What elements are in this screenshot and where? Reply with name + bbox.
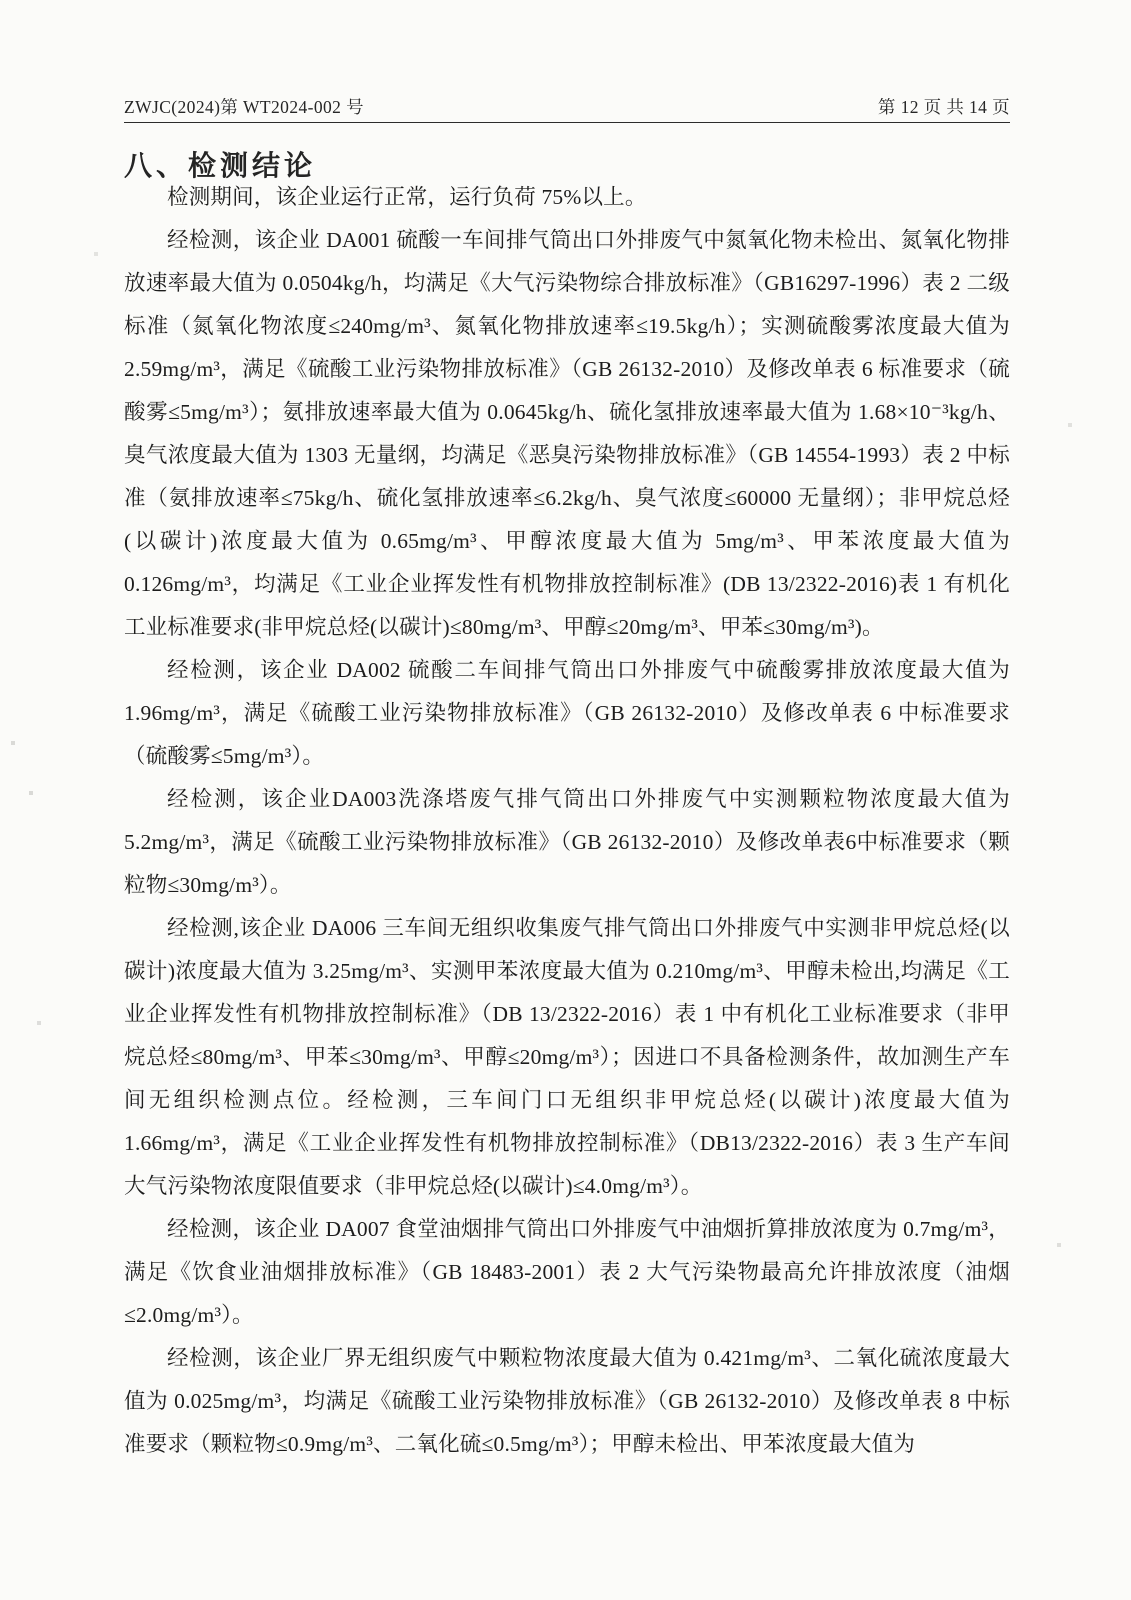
scan-noise bbox=[0, 0, 2, 2]
document-number: ZWJC(2024)第 WT2024-002 号 bbox=[124, 97, 364, 117]
report-body bbox=[124, 176, 1010, 1466]
body-paragraph-6: 经检测，该企业 DA007 食堂油烟排气筒出口外排废气中油烟折算排放浓度为 0.7mg/m³，满足《饮食业油烟排放标准》（GB 18483-2001）表 2 大气污染物最高允许排放浓度（油烟≤2.0mg/m³）。 bbox=[124, 1217, 1010, 1327]
page-header bbox=[124, 94, 1010, 123]
body-paragraph-4: 经检测，该企业DA003洗涤塔废气排气筒出口外排废气中实测颗粒物浓度最大值为 5.2mg/m³，满足《硫酸工业污染物排放标准》（GB 26132-2010）及修改单表6中标准要求（颗粒物≤30mg/m³）。 bbox=[124, 787, 1010, 897]
section-title: 八、检测结论 bbox=[124, 150, 317, 181]
page-indicator: 第 12 页 共 14 页 bbox=[877, 97, 1010, 117]
body-paragraph-3: 经检测，该企业 DA002 硫酸二车间排气筒出口外排废气中硫酸雾排放浓度最大值为 1.96mg/m³，满足《硫酸工业污染物排放标准》（GB 26132-2010）及修改单表 6 中标准要求（硫酸雾≤5mg/m³）。 bbox=[124, 658, 1010, 768]
body-paragraph-2: 经检测，该企业 DA001 硫酸一车间排气筒出口外排废气中氮氧化物未检出、氮氧化物排放速率最大值为 0.0504kg/h，均满足《大气污染物综合排放标准》（GB16297-1996）表 2 二级标准（氮氧化物浓度≤240mg/m³、氮氧化物排放速率≤19.5kg/h）；实测硫酸雾浓度最大值为 2.59mg/m³，满足《硫酸工业污染物排放标准》（GB 26132-2010）及修改单表 6 标准要求（硫酸雾≤5mg/m³）；氨排放速率最大值为 0.0645kg/h、硫化氢排放速率最大值为 1.68×10⁻³kg/h、臭气浓度最大值为 1303 无量纲，均满足《恶臭污染物排放标准》（GB 14554-1993）表 2 中标准（氨排放速率≤75kg/h、硫化氢排放速率≤6.2kg/h、臭气浓度≤60000 无量纲）；非甲烷总烃(以碳计)浓度最大值为 0.65mg/m³、甲醇浓度最大值为 5mg/m³、甲苯浓度最大值为 0.126mg/m³，均满足《工业企业挥发性有机物排放控制标准》(DB 13/2322-2016)表 1 有机化工业标准要求(非甲烷总烃(以碳计)≤80mg/m³、甲醇≤20mg/m³、甲苯≤30mg/m³)。 bbox=[124, 228, 1010, 639]
body-paragraph-5: 经检测,该企业 DA006 三车间无组织收集废气排气筒出口外排废气中实测非甲烷总烃(以碳计)浓度最大值为 3.25mg/m³、实测甲苯浓度最大值为 0.210mg/m³、甲醇未检出,均满足《工业企业挥发性有机物排放控制标准》（DB 13/2322-2016）表 1 中有机化工业标准要求（非甲烷总烃≤80mg/m³、甲苯≤30mg/m³、甲醇≤20mg/m³）；因进口不具备检测条件，故加测生产车间无组织检测点位。经检测，三车间门口无组织非甲烷总烃(以碳计)浓度最大值为 1.66mg/m³，满足《工业企业挥发性有机物排放控制标准》（DB13/2322-2016）表 3 生产车间大气污染物浓度限值要求（非甲烷总烃(以碳计)≤4.0mg/m³）。 bbox=[124, 916, 1010, 1198]
body-paragraph-1: 检测期间，该企业运行正常，运行负荷 75%以上。 bbox=[167, 185, 647, 209]
body-paragraph-7: 经检测，该企业厂界无组织废气中颗粒物浓度最大值为 0.421mg/m³、二氧化硫浓度最大值为 0.025mg/m³，均满足《硫酸工业污染物排放标准》（GB 26132-2010）及修改单表 8 中标准要求（颗粒物≤0.9mg/m³、二氧化硫≤0.5mg/m³）；甲醇未检出、甲苯浓度最大值为 bbox=[124, 1346, 1010, 1456]
